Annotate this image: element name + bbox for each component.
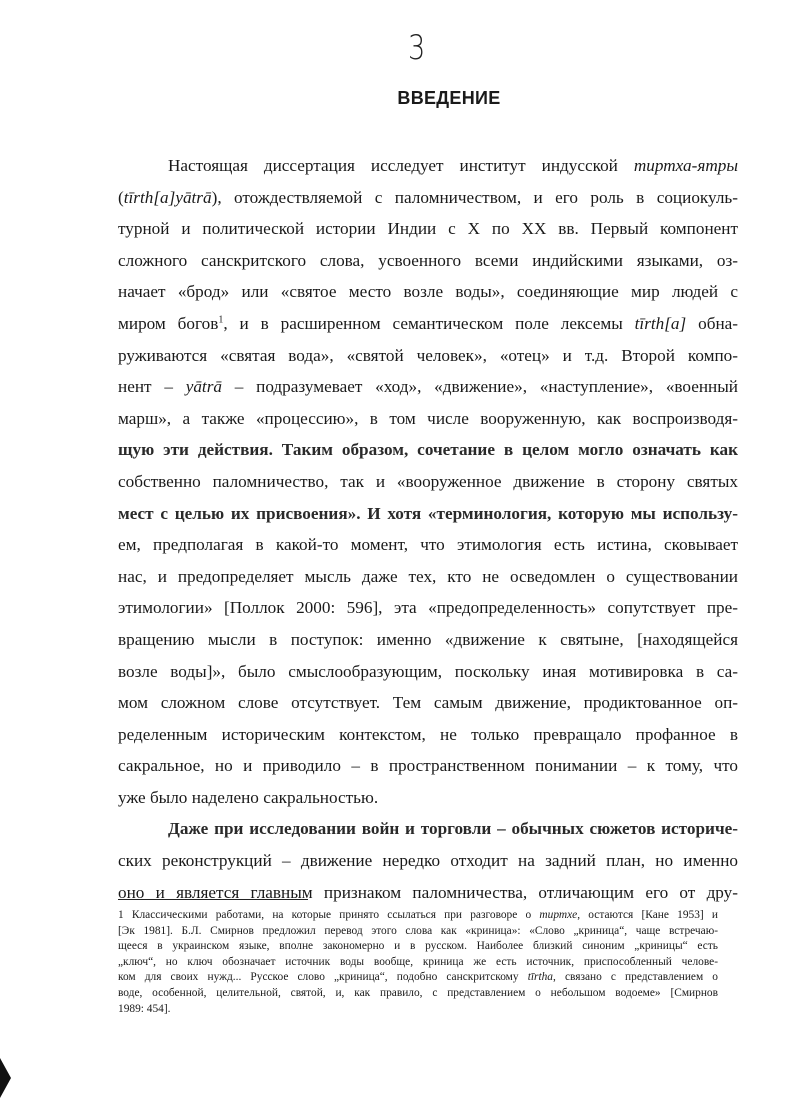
text-line: собственно паломничество, так и «вооруженное движение в сторону святых xyxy=(118,471,738,491)
text-span: нент – xyxy=(118,377,186,397)
main-text xyxy=(118,150,738,908)
text-span: миром богов xyxy=(118,313,219,333)
italic-term: тиртха-ятры xyxy=(633,156,738,175)
text-line xyxy=(118,371,738,403)
text-line: уже было наделено сакральностью. xyxy=(118,787,379,807)
text-line xyxy=(118,150,738,182)
footnote xyxy=(118,908,718,1017)
text-line: сакральное, но и приводило – в пространственном понимании – к тому, что xyxy=(118,756,738,776)
text-line: вращению мысли в поступок: именно «движение к святыне, [находящейся xyxy=(118,629,738,649)
text-line: начает «брод» или «святое место возле воды», соединяющие мир людей с xyxy=(118,282,738,302)
text-line: сложного санскритского слова, усвоенного всеми индийскими языками, оз- xyxy=(118,250,738,270)
text-line: Даже при исследовании войн и торговли – обычных сюжетов историче- xyxy=(168,819,738,839)
text-line: мест с целью их присвоения». И хотя «терминология, которую мы использу- xyxy=(118,503,738,523)
text-line: ем, предполагая в какой-то момент, что этимология есть истина, сковывает xyxy=(118,535,738,555)
footnote-divider xyxy=(118,899,308,900)
footnote-ref: 1 xyxy=(218,314,224,326)
text-span: – подразумевает «ход», «движение», «наступление», «военный xyxy=(221,377,738,397)
footnote-line xyxy=(118,908,718,924)
footnote-line: воде, особенной, целительной, святой, и, как правило, с представлением о небольшом водоеме» [Смирнов xyxy=(118,986,718,999)
text-span: ), отождествляемой с паломничеством, и его роль в социокуль- xyxy=(211,187,738,207)
italic-term: тиртхе xyxy=(539,909,578,921)
italic-term: yātrā xyxy=(185,377,222,397)
text-line: ских реконструкций – движение нередко отходит на задний план, но именно xyxy=(118,851,738,871)
scan-edge-marker-icon xyxy=(0,1058,12,1098)
text-line: щую эти действия. Таким образом, сочетание в целом могло означать как xyxy=(118,440,738,460)
text-line: турной и политической истории Индии с X по XX вв. Первый компонент xyxy=(118,219,738,239)
text-line: оно и является главным признаком паломничества, отличающим его от дру- xyxy=(118,882,738,902)
text-line: этимологии» [Поллок 2000: 596], эта «предопределенность» сопутствует пре- xyxy=(118,598,738,618)
text-line: марш», а также «процессию», в том числе вооруженную, как воспроизводя- xyxy=(118,408,738,428)
text-line xyxy=(118,308,738,340)
footnote-line: щееся в украинском языке, вполне закономерно и в русском. Наиболее близкий синоним „криницы“ есть xyxy=(118,940,718,953)
text-span: 1 Классическими работами, на которые принято ссылаться при разговоре о xyxy=(118,909,540,921)
text-line: мом сложном слове отсутствует. Тем самым движение, продиктованное оп- xyxy=(118,693,738,713)
text-line: нас, и предопределяет мысль даже тех, кто не осведомлен о существовании xyxy=(118,566,738,586)
footnote-line xyxy=(118,970,718,986)
text-span: , остаются [Кане 1953] и xyxy=(577,909,718,921)
section-heading: ВВЕДЕНИЕ xyxy=(397,88,501,108)
footnote-line: [Эк 1981]. Б.Л. Смирнов предложил перевод этого слова как «криница»: «Слово „криница“, чаще встречаю- xyxy=(118,924,718,937)
text-span: ком для своих нужд... Русское слово „криница“, подобно санскритскому xyxy=(118,971,528,984)
text-line: ределенным историческим контекстом, не только превращало профанное в xyxy=(118,724,738,744)
text-line: руживаются «святая вода», «святой человек», «отец» и т.д. Второй компо- xyxy=(118,345,738,365)
page-number: 3 xyxy=(408,28,426,68)
italic-term: tīrtha xyxy=(527,971,554,984)
footnote-line: „ключ“, но ключ обозначает источник воды вообще, криница же есть источник, приспособленный челове- xyxy=(118,955,718,968)
text-span: ( xyxy=(118,187,124,207)
footnote-line: 1989: 454]. xyxy=(118,1002,171,1015)
text-line xyxy=(118,182,738,214)
italic-term: tīrth[a] xyxy=(634,313,687,333)
text-span: , связано с представлением о xyxy=(553,971,718,984)
text-span: обна- xyxy=(686,313,738,333)
text-line: возле воды]», было смыслообразующим, поскольку иная мотивировка в са- xyxy=(118,661,738,681)
text-span: , и в расширенном семантическом поле лексемы xyxy=(223,313,635,333)
text-span: Настоящая диссертация исследует институт индусской xyxy=(168,156,634,175)
italic-term: tīrth[a]yātrā xyxy=(123,187,212,207)
